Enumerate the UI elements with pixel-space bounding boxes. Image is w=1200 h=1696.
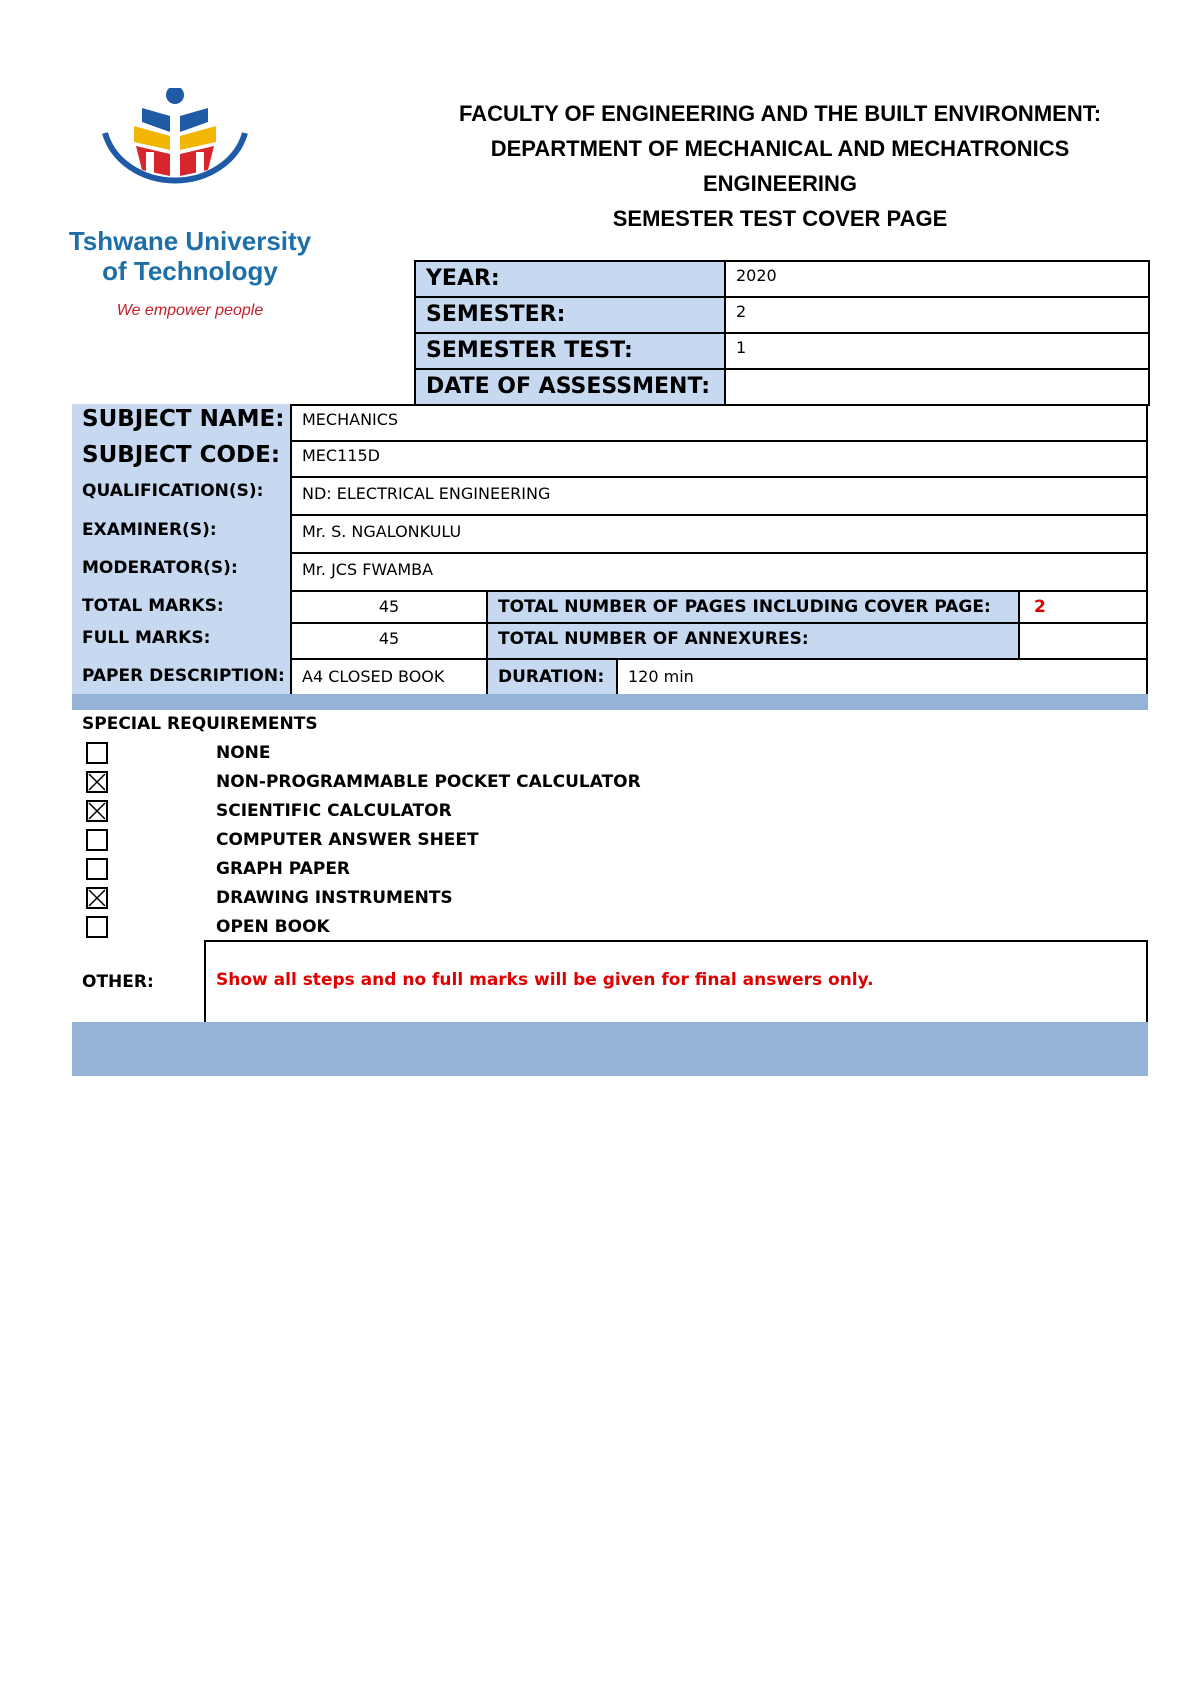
checkbox-scientific-calculator[interactable] (86, 800, 108, 822)
logo-name-line1: Tshwane University (68, 226, 312, 256)
paper-description-label: PAPER DESCRIPTION: (82, 666, 285, 686)
title-line2: DEPARTMENT OF MECHANICAL AND MECHATRONICS (490, 136, 1070, 161)
logo-wordmark (50, 226, 330, 286)
requirement-label-scientific-calculator: SCIENTIFIC CALCULATOR (216, 801, 452, 821)
requirement-label-none: NONE (216, 743, 271, 763)
logo-emblem (50, 88, 330, 228)
university-logo (50, 88, 330, 328)
checkbox-none[interactable] (86, 742, 108, 764)
checkbox-open-book[interactable] (86, 916, 108, 938)
check-cross-icon (88, 802, 106, 820)
checkbox-non-programmable-calculator[interactable] (86, 771, 108, 793)
other-label: OTHER: (82, 972, 154, 992)
semester-label: SEMESTER: (414, 296, 726, 334)
subject-code-value: MEC115D (290, 440, 1148, 478)
paper-description-value: A4 CLOSED BOOK (290, 658, 488, 696)
requirement-label-open-book: OPEN BOOK (216, 917, 330, 937)
other-instructions: Show all steps and no full marks will be given for final answers only. (204, 940, 1148, 1024)
moderator-value: Mr. JCS FWAMBA (290, 552, 1148, 592)
title-line3: ENGINEERING (702, 171, 858, 196)
qualification-value: ND: ELECTRICAL ENGINEERING (290, 476, 1148, 516)
year-value: 2020 (724, 260, 1150, 298)
requirement-label-non-programmable-calculator: NON-PROGRAMMABLE POCKET CALCULATOR (216, 772, 641, 792)
requirement-label-graph-paper: GRAPH PAPER (216, 859, 351, 879)
check-cross-icon (88, 889, 106, 907)
subject-name-label: SUBJECT NAME: (82, 406, 285, 432)
moderator-label: MODERATOR(S): (82, 558, 238, 578)
year-label: YEAR: (414, 260, 726, 298)
duration-label: DURATION: (486, 658, 618, 696)
examiner-label: EXAMINER(S): (82, 520, 217, 540)
full-marks-value: 45 (290, 622, 488, 660)
date-of-assessment-label: DATE OF ASSESSMENT: (414, 368, 726, 406)
checkbox-drawing-instruments[interactable] (86, 887, 108, 909)
page-title (400, 96, 1160, 236)
semester-test-value: 1 (724, 332, 1150, 370)
special-requirements-heading: SPECIAL REQUIREMENTS (82, 714, 318, 734)
total-pages-label: TOTAL NUMBER OF PAGES INCLUDING COVER PAGE: (486, 590, 1020, 624)
total-marks-label: TOTAL MARKS: (82, 596, 224, 616)
total-marks-value: 45 (290, 590, 488, 624)
subject-code-label: SUBJECT CODE: (82, 442, 281, 468)
date-of-assessment-value (724, 368, 1150, 406)
title-line1: FACULTY OF ENGINEERING AND THE BUILT ENVIRONMENT: (458, 101, 1102, 126)
logo-name-line2: of Technology (102, 256, 278, 286)
semester-test-label: SEMESTER TEST: (414, 332, 726, 370)
total-pages-value: 2 (1018, 590, 1148, 624)
footer-band (72, 1022, 1148, 1076)
separator-bar (72, 694, 1148, 710)
full-marks-label: FULL MARKS: (82, 628, 211, 648)
logo-tagline: We empower people (116, 302, 264, 319)
examiner-value: Mr. S. NGALONKULU (290, 514, 1148, 554)
semester-value: 2 (724, 296, 1150, 334)
qualification-label: QUALIFICATION(S): (82, 481, 264, 501)
annexures-value (1018, 622, 1148, 660)
subject-name-value: MECHANICS (290, 404, 1148, 442)
annexures-label: TOTAL NUMBER OF ANNEXURES: (486, 622, 1020, 660)
checkbox-computer-answer-sheet[interactable] (86, 829, 108, 851)
requirement-label-computer-answer-sheet: COMPUTER ANSWER SHEET (216, 830, 479, 850)
check-cross-icon (88, 773, 106, 791)
title-line4: SEMESTER TEST COVER PAGE (612, 206, 948, 231)
duration-value: 120 min (616, 658, 1148, 696)
requirement-label-drawing-instruments: DRAWING INSTRUMENTS (216, 888, 453, 908)
checkbox-graph-paper[interactable] (86, 858, 108, 880)
